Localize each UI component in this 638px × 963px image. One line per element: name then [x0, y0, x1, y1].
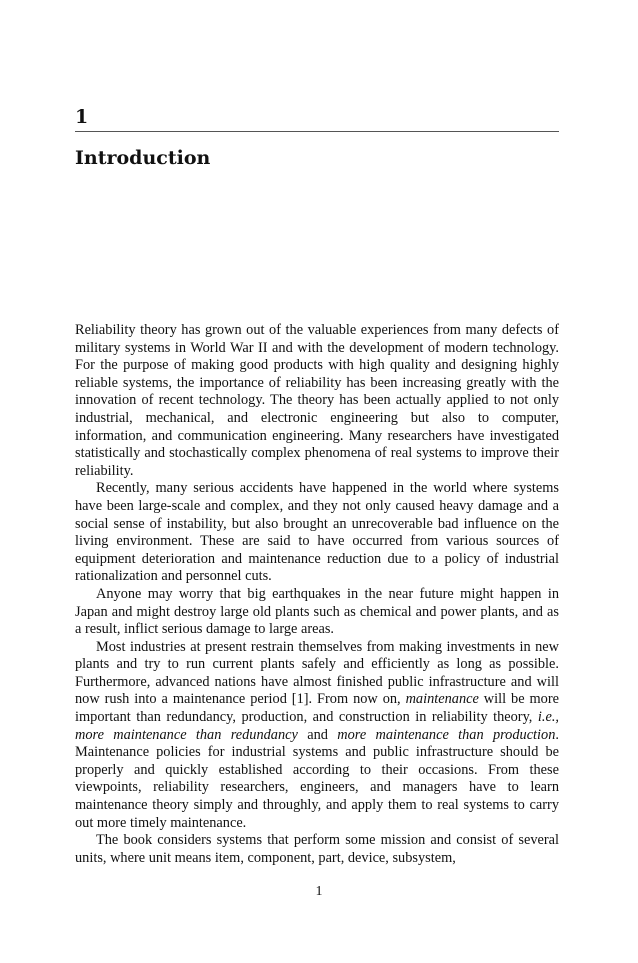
page-number: 1 — [315, 884, 323, 899]
paragraph — [75, 832, 559, 867]
text-run: Anyone may worry that big earthquakes in the near future might happen in Japan and might destroy large old plants such as chemical and power plants, and as a result, inflict serious damage to large areas. — [75, 585, 559, 638]
italic-text: i.e., more maintenance than redundancy — [75, 709, 559, 743]
text-run: The book considers systems that perform some mission and consist of several units, where unit means item, component, part, device, subsystem, — [75, 832, 559, 866]
text-run: . Maintenance policies for industrial systems and public infrastructure should be properly and quickly established according to their occasions. From these viewpoints, reliability researchers, engineers, and managers have to learn maintenance theory simply and throughly, and apply them to real systems to carry out more timely maintenance. — [75, 726, 559, 831]
paragraph — [75, 480, 559, 586]
paragraph — [75, 639, 559, 833]
body-text — [75, 322, 559, 867]
paragraph — [75, 586, 559, 639]
text-run: will be more important than redundancy, production, and construction in reliability theory, — [75, 691, 559, 726]
chapter-rule — [75, 131, 559, 132]
text-run: and — [297, 726, 338, 743]
text-run: Recently, many serious accidents have happened in the world where systems have been large-scale and complex, and they not only caused heavy damage and a social sense of instability, but also brought an unrecoverable bad influence on the living environment. These are said to have occurred from various sources of equipment deterioration and maintenance reduction due to a policy of industrial rationalization and personnel cuts. — [75, 480, 559, 585]
paragraph — [75, 322, 559, 480]
chapter-title: Introduction — [75, 147, 211, 169]
italic-text: maintenance — [405, 691, 479, 708]
chapter-number: 1 — [75, 106, 89, 128]
italic-text: more maintenance than production — [337, 726, 556, 743]
text-run: Reliability theory has grown out of the valuable experiences from many defects of military systems in World War II and with the development of modern technology. For the purpose of making good products with high quality and designing highly reliable systems, the importance of reliability has been increasing greatly with the innovation of recent technology. The theory has been actually applied to not only industrial, mechanical, and electronic engineering but also to computer, information, and communication engineering. Many researchers have investigated statistically and stochastically complex phenomena of real systems to improve their reliability. — [75, 322, 559, 479]
text-run: Most industries at present restrain themselves from making investments in new plants and try to run current plants safely and efficiently as long as possible. Furthermore, advanced nations have almost finished public infrastructure and will now rush into a maintenance period [1]. From now on, — [75, 638, 559, 708]
